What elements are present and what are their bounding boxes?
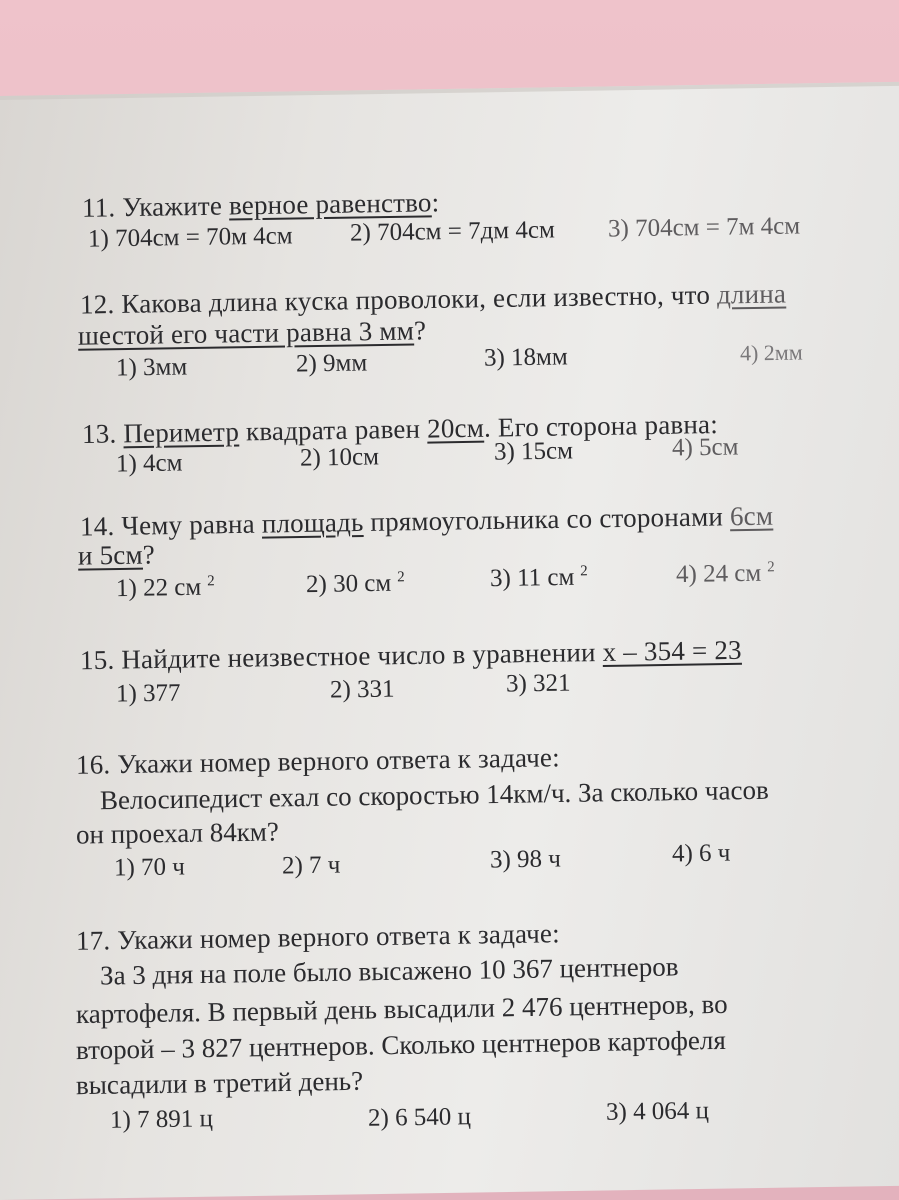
answer-option-1: 1) 7 891 ц: [109, 1105, 214, 1134]
answer-option-3: [490, 563, 588, 593]
title-underlined-2: 6см: [729, 500, 774, 532]
title-underlined: и 5см: [77, 539, 144, 571]
title-underlined: верное равенство: [228, 187, 432, 221]
title-underlined: длина: [716, 278, 787, 310]
problem-text-line-1: За 3 дня на поле было высажено 10 367 центнеров: [99, 951, 679, 991]
title-underlined: Периметр: [123, 416, 240, 449]
question-title-line-2: [78, 315, 427, 351]
question-title: [80, 501, 774, 543]
answer-option-1: 1) 704см = 70м 4см: [87, 222, 293, 253]
title-text: 15. Найдите неизвестное число в уравнении: [79, 636, 603, 676]
superscript-exponent: 2: [207, 573, 215, 590]
answer-option-2: 2) 7 ч: [281, 851, 341, 880]
problem-text-line-1: Велосипедист ехал со скоростью 14км/ч. За сколько часов: [99, 774, 769, 816]
title-text: 12. Какова длина куска проволоки, если известно, что: [79, 279, 718, 320]
superscript-exponent: 2: [580, 563, 588, 580]
answer-option-1: [116, 573, 215, 603]
problem-text-line-4: высадили в третий день?: [75, 1065, 364, 1101]
superscript-exponent: 2: [767, 559, 775, 576]
title-text-end: ?: [142, 539, 156, 570]
answer-option-1: 1) 70 ч: [113, 853, 186, 882]
title-text-middle: квадрата равен: [238, 413, 428, 447]
answer-option-3: 3) 4 064 ц: [605, 1097, 710, 1126]
equation-underlined: х – 354 = 23: [602, 634, 742, 667]
answer-option-2: [306, 569, 405, 599]
superscript-exponent: 2: [397, 569, 405, 586]
problem-text-line-3: второй – 3 827 центнеров. Сколько центнеров картофеля: [75, 1024, 726, 1066]
answer-option-2: 2) 704см = 7дм 4см: [349, 216, 556, 247]
question-title: 16. Укажи номер верного ответа к задаче:: [75, 742, 561, 780]
option-text: 1) 22 см: [115, 573, 202, 603]
title-underlined-2: 20см: [426, 412, 485, 444]
answer-option-4: 4) 5см: [671, 433, 739, 462]
question-title: [82, 409, 718, 450]
answer-option-3: 3) 98 ч: [489, 845, 562, 874]
answer-option-1: 1) 3мм: [115, 353, 188, 382]
answer-option-2: 2) 10см: [299, 443, 380, 472]
question-title: [80, 278, 786, 320]
answer-option-4: 4) 6 ч: [671, 839, 731, 868]
title-underlined: площадь: [261, 506, 364, 539]
answer-option-2: 2) 6 540 ц: [367, 1103, 472, 1132]
option-text: 3) 11 см: [489, 563, 575, 593]
answer-option-2: 2) 9мм: [295, 349, 368, 378]
question-title-line-2: [78, 539, 155, 571]
question-title: 17. Укажи номер верного ответа к задаче:: [75, 918, 561, 956]
title-underlined: шестой его части равна 3 мм: [77, 315, 415, 351]
answer-option-3: 3) 18мм: [483, 343, 568, 372]
answer-option-4: 4) 2мм: [739, 339, 803, 366]
problem-text-line-2: он проехал 84км?: [75, 816, 280, 850]
answer-option-2: 2) 331: [329, 675, 395, 704]
title-text: 11. Укажите: [81, 190, 230, 223]
option-text: 4) 24 см: [675, 559, 762, 589]
answer-option-4: [676, 559, 775, 589]
answer-option-3: 3) 15см: [493, 437, 574, 466]
title-text: 13.: [81, 418, 124, 449]
answer-option-3: 3) 704см = 7м 4см: [607, 212, 801, 243]
option-text: 2) 30 см: [305, 569, 392, 599]
title-text: 14. Чему равна: [79, 508, 263, 542]
problem-text-line-2: картофеля. В первый день высадили 2 476 центнеров, во: [75, 988, 728, 1030]
title-text-middle: прямоугольника со сторонами: [363, 501, 731, 537]
answer-option-3: 3) 321: [505, 669, 571, 698]
title-text-end: :: [431, 187, 440, 218]
answer-option-1: 1) 377: [115, 679, 181, 708]
title-text-end: . Его сторона равна:: [483, 409, 719, 443]
title-text-end: ?: [413, 315, 427, 346]
question-title: [80, 635, 742, 676]
answer-option-1: 1) 4см: [115, 449, 183, 478]
